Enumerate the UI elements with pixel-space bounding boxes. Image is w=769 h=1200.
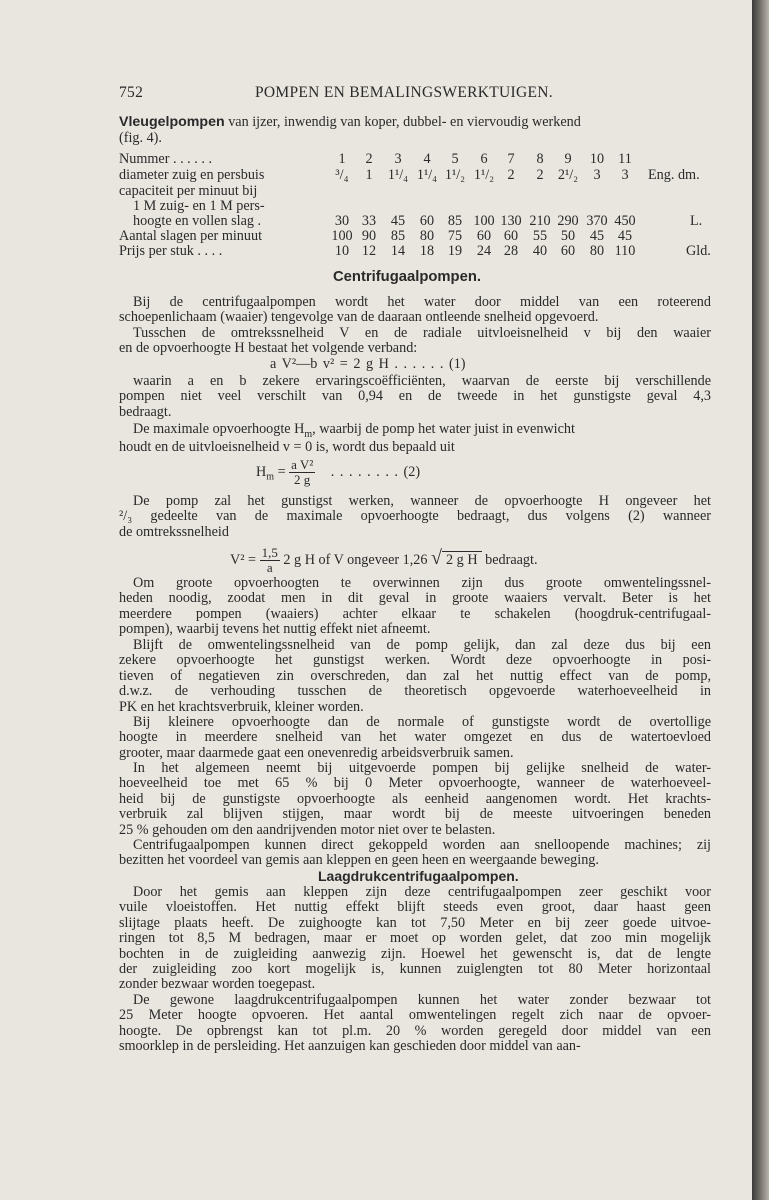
equation-2 [256,458,420,487]
table-cell-capaciteit: 290 [557,213,579,229]
table-cell-capaciteit: 45 [390,213,406,229]
table-cell-slagen: 60 [503,228,519,244]
equation-3 [230,546,538,575]
table-cell-nummer: 4 [423,151,431,167]
text-line: heid bij de gunstigste opvoerhoogte als eenheid aangenomen wordt. Het krachts- [119,790,711,807]
text-line: meerdere pompen (waaiers) achter elkaar te schakelen (hoogdruk-centrifugaal- [119,605,711,622]
text-line: zonder bezwaar worden toegepast. [119,976,316,993]
text-line: waarin a en b zekere ervaringscoëfficiënten, waarvan de eerste bij verschillende [133,373,711,389]
table-cell-prijs: 18 [419,243,435,259]
text-line: De pomp zal het gunstigst werken, wanneer de opvoerhoogte H ongeveer het [133,493,711,509]
text-line: 25 Meter hoogte opvoeren. Het aantal omwentelingen regelt zich naar de opvoer- [119,1007,711,1024]
text-line: pompen niet veel verschilt van 0,94 en de tweede in het gunstigste geval 4,3 [119,388,711,405]
text-line: zekere opvoerhoogte het gunstigst werken. Wordt deze opvoerhoogte in posi- [119,652,711,669]
table-cell-diameter: 1¹/₄ [416,167,438,183]
table-cell-nummer: 9 [564,151,572,167]
table-cell-slagen: 60 [476,228,492,244]
table-cell-prijs: 28 [503,243,519,259]
eq2-subscript: m [266,471,275,483]
diameter-unit: Eng. dm. [648,167,700,183]
text-line: Centrifugaalpompen kunnen direct gekoppeld worden aan snelloopende machines; zij [133,837,711,853]
eq3-radicand: 2 g H [442,551,482,568]
eq3-lhs: V² = [230,551,257,568]
intro-line-2: (fig. 4). [119,130,162,146]
label-capaciteit-3: hoogte en vollen slag . [133,213,262,229]
text-line: In het algemeen neemt bij uitgevoerde pompen bij gelijke snelheid de water- [133,760,711,776]
text-line: bochten in de zuigleiding aanwezig zijn. Hoewel het gewenscht is, dat de lengte [119,945,711,962]
table-cell-nummer: 6 [480,151,488,167]
table-cell-diameter: 1¹/₄ [387,167,409,183]
intro-line-1 [119,115,581,131]
paragraph-10 [119,838,711,869]
page-number: 752 [119,84,144,101]
eq2-numerator: a V² [291,457,314,472]
text-line: smoorklep in de persleiding. Het aanzuigen kan geschieden door middel van aan- [119,1038,581,1055]
table-cell-capaciteit: 100 [473,213,495,229]
p4-text: De maximale opvoerhoogte H [133,421,305,437]
text-line: slijtage plaats heeft. De zuighoogte kan tot 7,50 Meter en bij zeer goede uitvoe- [119,914,711,931]
table-cell-slagen: 80 [419,228,435,244]
table-cell-nummer: 11 [618,151,632,167]
table-cell-nummer: 1 [338,151,346,167]
table-cell-diameter: 2 [507,167,515,183]
text-line: vuile vloeistoffen. Het nuttig effekt blijft steeds even groot, daar haast geen [119,899,711,916]
table-cell-diameter: 3 [621,167,629,183]
table-cell-diameter: 2 [536,167,544,183]
eq3-middle: 2 g H of V ongeveer 1,26 [283,551,428,568]
table-cell-slagen: 75 [447,228,463,244]
table-cell-nummer: 8 [536,151,544,167]
eq2-denominator: 2 g [294,472,311,487]
intro-term: Vleugelpompen [119,114,225,130]
table-cell-nummer: 7 [507,151,515,167]
text-line: de omtrekssnelheid [119,523,229,540]
text-line: Bij kleinere opvoerhoogte dan de normale of gunstigste wordt de overtollige [133,714,711,730]
table-cell-slagen: 50 [560,228,576,244]
text-line: PK en het krachtsverbruik, kleiner worden. [119,698,364,715]
table-cell-capaciteit: 60 [419,213,435,229]
table-cell-diameter: 2¹/₂ [557,167,579,183]
text-line: der zuigleiding zoo kort mogelijk is, kunnen zuiglengten tot 80 Meter horizontaal [119,961,711,978]
table-cell-nummer: 3 [394,151,402,167]
table-cell-capaciteit: 33 [361,213,377,229]
text-line: verbruik zal blijven stijgen, maar wordt bij de meeste uitvoeringen beneden [119,806,711,823]
text-line: 25 % gehouden om den aandrijvenden motor niet over te belasten. [119,821,496,838]
paragraph-7 [119,638,711,715]
table-cell-slagen: 45 [589,228,605,244]
table-cell-diameter: 1¹/₂ [444,167,466,183]
table-cell-capaciteit: 85 [447,213,463,229]
table-cell-prijs: 40 [532,243,548,259]
section-heading-centrifugaal: Centrifugaalpompen. [333,269,481,285]
text-line: bedraagt. [119,403,172,420]
table-cell-slagen: 90 [361,228,377,244]
prijs-unit: Gld. [686,243,711,259]
text-line: pompen), waarbij tevens het nuttig effekt niet afneemt. [119,621,431,638]
paragraph-11 [119,885,711,993]
text-line: hoeveelheid toe met 65 % bij 0 Meter opvoerhoogte, wanneer de waterhoeveel- [119,775,711,792]
text-line: en de opvoerhoogte H bestaat het volgende verband: [119,340,418,357]
text-line: ringen tot 8,5 M bedragen, maar er moet op worden gelet, dat zoo min mogelijk [119,930,711,947]
eq2-tail: . . . . . . . . (2) [330,463,421,480]
table-cell-nummer: 2 [365,151,373,167]
table-cell-prijs: 110 [614,243,636,259]
capaciteit-unit: L. [690,213,703,229]
text-line: Blijft de omwentelingssnelheid van de pomp gelijk, dan zal deze dus bij een [133,637,711,653]
p4-subscript: m [304,428,313,440]
text-line: heden noodig, zoodat men in dit geval in groote waaiers vervalt. Beter is het [119,590,711,607]
eq2-lhs: H [256,463,267,480]
table-cell-capaciteit: 30 [334,213,350,229]
text-line: Tusschen de omtrekssnelheid V en de radiale uitvloeisnelheid v bij den waaier [133,325,711,341]
paragraph-9 [119,761,711,838]
text-line: tieven of negatieven zin overschreden, dan zal het nuttig effect van de pomp, [119,667,711,684]
table-cell-capaciteit: 370 [586,213,608,229]
text-line: Door het gemis aan kleppen zijn deze centrifugaalpompen zeer geschikt voor [133,884,711,900]
eq3-fraction [260,546,280,575]
table-cell-capaciteit: 450 [614,213,636,229]
paragraph-8 [119,715,711,761]
table-cell-diameter: 1 [365,167,373,183]
text-line: De gewone laagdrukcentrifugaalpompen kunnen het water zonder bezwaar tot [133,992,711,1008]
table-cell-capaciteit: 210 [529,213,551,229]
paragraph-5 [119,494,711,540]
table-cell-diameter: ³/₄ [335,167,349,183]
sqrt-icon: √ [431,546,443,569]
text-line: schoepenlichaam (waaier) tengevolge van de daaraan ontleende snelheid opgevoerd. [119,309,599,326]
label-capaciteit-2: 1 M zuig- en 1 M pers- [133,198,265,214]
table-cell-prijs: 10 [334,243,350,259]
running-title: POMPEN EN BEMALINGSWERKTUIGEN. [255,84,553,101]
label-slagen: Aantal slagen per minuut [119,228,263,244]
table-cell-slagen: 55 [532,228,548,244]
text-line: hoogte. De opbrengst kan tot pl.m. 20 % worden geregeld door middel van een [119,1022,711,1039]
eq2-fraction [289,458,315,487]
eq3-tail: bedraagt. [485,551,538,568]
text-line: Bij de centrifugaalpompen wordt het water door middel van een roteerend [133,294,711,310]
table-cell-prijs: 12 [361,243,377,259]
paragraph-12 [119,993,711,1055]
table-cell-slagen: 100 [331,228,353,244]
p4-text-rest: , waarbij de pomp het water juist in evenwicht [312,421,575,437]
paragraph-6 [119,576,711,638]
label-diameter: diameter zuig en persbuis [119,167,265,183]
paragraph-2 [119,326,711,357]
table-cell-nummer: 10 [589,151,605,167]
paragraph-3 [119,374,711,420]
table-cell-diameter: 3 [593,167,601,183]
paragraph-1 [119,295,711,326]
text-line: grooter, maar daarmede gaat een onevenredig arbeidsverbruik samen. [119,744,514,761]
table-cell-diameter: 1¹/₂ [473,167,495,183]
eq2-equals: = [277,463,286,480]
paragraph-4-line-2: houdt en de uitvloeisnelheid v = 0 is, wordt dus bepaald uit [119,439,455,455]
text-line: ²/₃ gedeelte van de maximale opvoerhoogte bedraagt, dus volgens (2) wanneer [119,508,711,525]
table-cell-slagen: 85 [390,228,406,244]
text-line: bezitten het voordeel van gemis aan kleppen en geen heen en weergaande beweging. [119,852,599,869]
table-cell-prijs: 60 [560,243,576,259]
table-cell-nummer: 5 [451,151,459,167]
eq3-denominator: a [266,560,273,575]
equation-1: a V²—b v² = 2 g H . . . . . . (1) [270,356,466,372]
text-line: d.w.z. de verhouding tusschen de theoretisch opgevoerde waterhoeveelheid in [119,683,711,700]
table-cell-prijs: 80 [589,243,605,259]
table-cell-prijs: 14 [390,243,406,259]
table-cell-slagen: 45 [617,228,633,244]
table-cell-prijs: 24 [476,243,492,259]
table-cell-capaciteit: 130 [500,213,522,229]
book-spine [752,0,769,1200]
text-line: hoogte in meerdere snelheid van het water omgezet en dus de watertoevloed [119,729,711,746]
label-nummer: Nummer . . . . . . [119,151,212,167]
section-heading-laagdruk: Laagdrukcentrifugaalpompen. [318,868,519,884]
text-line: Om groote opvoerhoogten te overwinnen zijn dus groote omwentelingssnel- [133,575,711,591]
label-capaciteit-1: capaciteit per minuut bij [119,183,258,199]
eq3-numerator: 1,5 [261,545,278,560]
intro-text: van ijzer, inwendig van koper, dubbel- en viervoudig werkend [228,114,581,130]
table-cell-prijs: 19 [447,243,463,259]
label-prijs: Prijs per stuk . . . . [119,243,223,259]
